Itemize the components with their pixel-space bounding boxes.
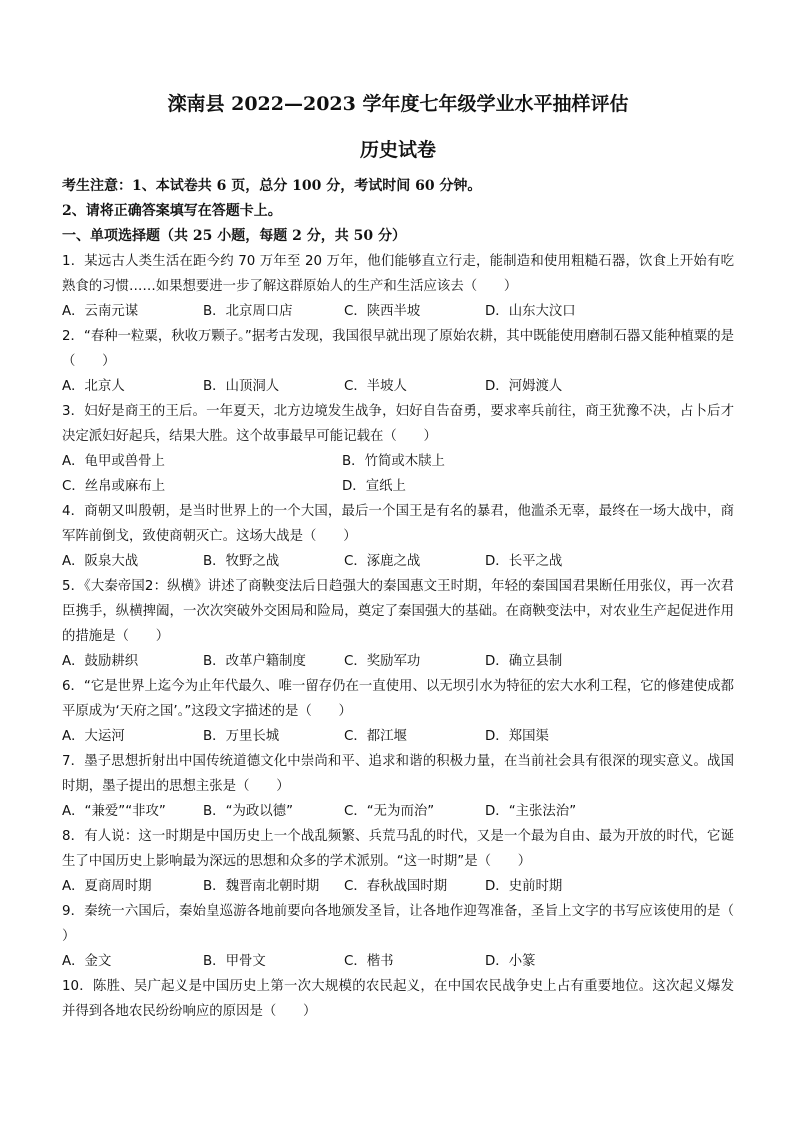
question-2 (62, 324, 734, 399)
option-b: B．北京周口店 (203, 304, 293, 319)
exam-subject-title: 历史试卷 (359, 139, 436, 161)
question-text: 7．墨子思想折射出中国传统道德文化中崇尚和平、追求和谐的积极力量，在当前社会具有很深的现实意义。战国时期，墨子提出的思想主张是（ ） (62, 754, 734, 794)
question-9 (62, 899, 761, 974)
options-row (62, 549, 734, 574)
option-a: A．北京人 (62, 379, 125, 394)
option-d: D．史前时期 (485, 879, 563, 894)
options-row (62, 799, 734, 824)
question-4 (62, 499, 734, 574)
option-a: A．龟甲或兽骨上 (62, 454, 165, 469)
option-b: B．“为政以德” (203, 804, 294, 819)
notice-line-1: 考生注意：1、本试卷共 6 页，总分 100 分，考试时间 60 分钟。 (62, 178, 482, 194)
option-c: C．春秋战国时期 (344, 879, 448, 894)
option-d: D．郑国渠 (485, 729, 549, 744)
question-text: 5．《大秦帝国2：纵横》讲述了商鞅变法后日趋强大的秦国惠文王时期，年轻的秦国国君果断任用张仪，再一次君臣携手，纵横捭阖，一次次突破外交困局和险局，奠定了秦国强大的基础。在商鞅变法中，对农业生产起促进作用的措施是（ ） (62, 579, 734, 644)
options-row (62, 949, 734, 974)
question-text: 4．商朝又叫殷朝，是当时世界上的一个大国，最后一个国王是有名的暴君，他滥杀无辜，最终在一场大战中，商军阵前倒戈，致使商朝灭亡。这场大战是（ ） (62, 504, 734, 544)
option-a: A．大运河 (62, 729, 125, 744)
options-row (62, 724, 734, 749)
question-text: 3．妇好是商王的王后。一年夏天，北方边境发生战争，妇好自告奋勇，要求率兵前往，商王犹豫不决，占卜后才决定派妇好起兵，结果大胜。这个故事最早可能记载在（ ） (62, 404, 734, 444)
option-b: B．万里长城 (203, 729, 280, 744)
option-b: B．竹简或木牍上 (342, 454, 445, 469)
option-a: A．鼓励耕织 (62, 654, 139, 669)
question-5 (62, 574, 734, 674)
option-a: A．“兼爱”“非攻” (62, 804, 166, 819)
option-d: D．山东大汶口 (485, 304, 576, 319)
option-d: D．长平之战 (485, 554, 563, 569)
option-c: C．奖励军功 (344, 654, 421, 669)
option-c: C．“无为而治” (344, 804, 435, 819)
question-6 (62, 674, 734, 749)
question-1 (62, 249, 734, 324)
options-row (62, 474, 734, 499)
options-row (62, 299, 734, 324)
option-b: B．魏晋南北朝时期 (203, 879, 320, 894)
options-row (62, 874, 734, 899)
option-d: D．河姆渡人 (485, 379, 563, 394)
option-a: A．金文 (62, 954, 112, 969)
option-c: C．涿鹿之战 (344, 554, 421, 569)
option-b: B．改革户籍制度 (203, 654, 306, 669)
option-c: C．都江堰 (344, 729, 407, 744)
option-d: D．“主张法治” (485, 804, 577, 819)
exam-title: 滦南县 2022—2023 学年度七年级学业水平抽样评估 (167, 93, 629, 115)
question-text: 6．“它是世界上迄今为止年代最久、唯一留存仍在一直使用、以无坝引水为特征的宏大水利工程，它的修建使成都平原成为‘天府之国’。”这段文字描述的是（ ） (62, 679, 734, 719)
option-a: A．阪泉大战 (62, 554, 139, 569)
notice-line-2: 2、请将正确答案填写在答题卡上。 (62, 203, 282, 219)
question-text: 2．“春种一粒粟，秋收万颗子。”据考古发现，我国很早就出现了原始农耕，其中既能使用磨制石器又能种植粟的是（ ） (62, 329, 734, 369)
option-b: B．甲骨文 (203, 954, 266, 969)
option-a: A．夏商周时期 (62, 879, 152, 894)
section-heading: 一、单项选择题（共 25 小题，每题 2 分，共 50 分） (62, 228, 406, 244)
question-text: 9．秦统一六国后，秦始皇巡游各地前要向各地颁发圣旨，让各地作迎驾准备，圣旨上文字的书写应该使用的是（ ） (62, 904, 761, 944)
option-b: B．山顶洞人 (203, 379, 280, 394)
option-c: C．楷书 (344, 954, 394, 969)
question-text: 8．有人说：这一时期是中国历史上一个战乱频繁、兵荒马乱的时代，又是一个最为自由、最为开放的时代，它诞生了中国历史上影响最为深远的思想和众多的学术派别。“这一时期”是（ ） (62, 829, 734, 869)
question-text: 10．陈胜、吴广起义是中国历史上第一次大规模的农民起义，在中国农民战争史上占有重要地位。这次起义爆发并得到各地农民纷纷响应的原因是（ ） (62, 979, 734, 1019)
question-3 (62, 399, 734, 499)
question-8 (62, 824, 734, 899)
option-c: C．陕西半坡 (344, 304, 421, 319)
question-text: 1．某远古人类生活在距今约 70 万年至 20 万年，他们能够直立行走，能制造和使用粗糙石器，饮食上开始有吃熟食的习惯……如果想要进一步了解这群原始人的生产和生活应该去（ ） (62, 254, 734, 294)
option-c: C．丝帛或麻布上 (62, 479, 166, 494)
options-row (62, 649, 734, 674)
option-d: D．确立县制 (485, 654, 563, 669)
question-7 (62, 749, 734, 824)
options-row (62, 449, 734, 474)
option-d: D．宣纸上 (342, 479, 406, 494)
question-10 (62, 974, 734, 1024)
option-b: B．牧野之战 (203, 554, 280, 569)
exam-page (62, 90, 761, 1024)
options-row (62, 374, 734, 399)
option-c: C．半坡人 (344, 379, 407, 394)
option-d: D．小篆 (485, 954, 536, 969)
option-a: A．云南元谋 (62, 304, 139, 319)
